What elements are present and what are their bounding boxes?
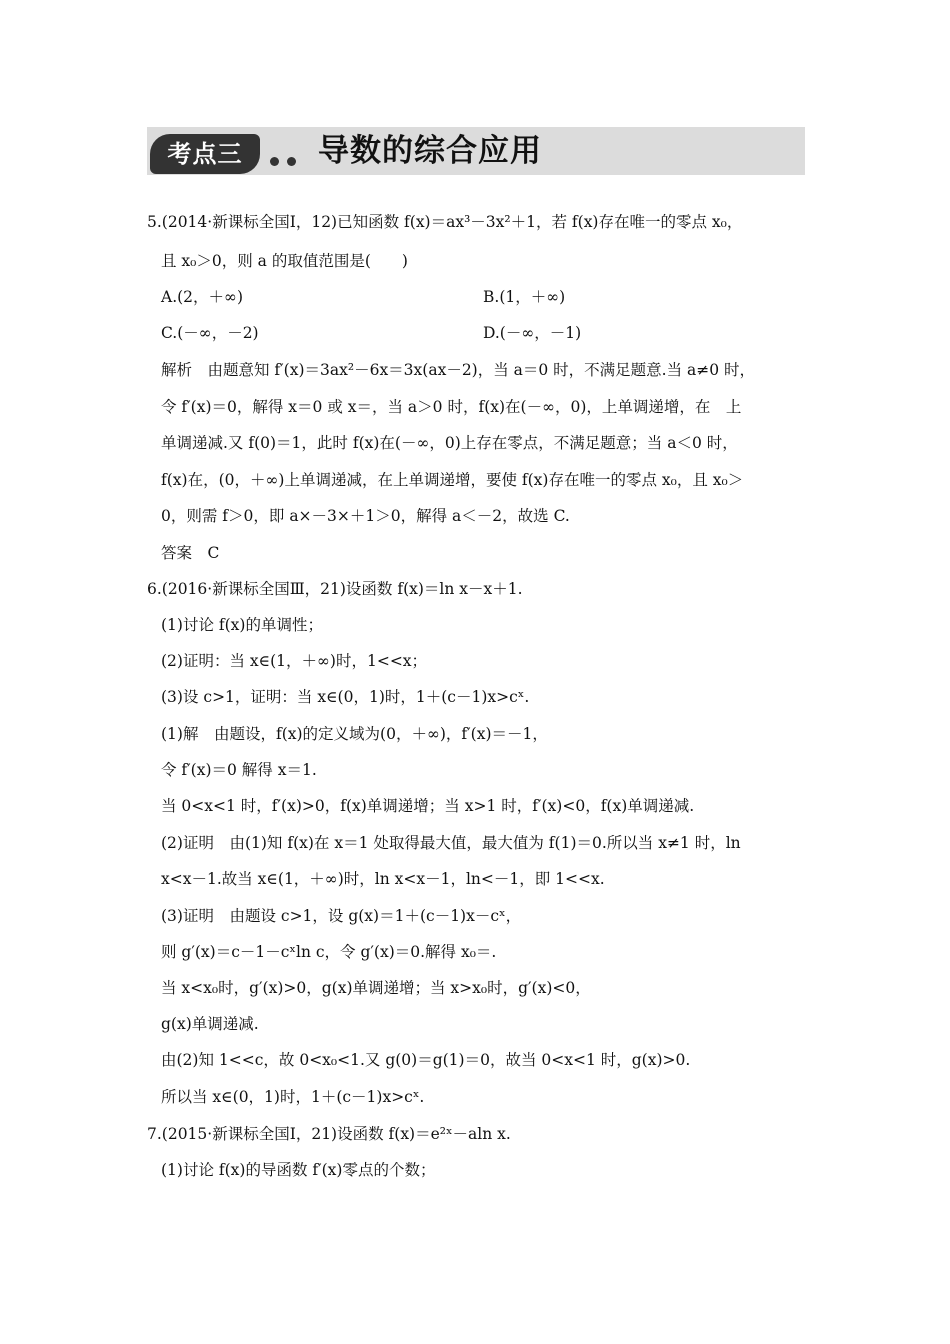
problem-5-stem-cont: 且 x₀＞0，则 a 的取值范围是( ) [161, 252, 408, 270]
solution-line: g(x)单调递减. [161, 1015, 259, 1033]
problem-6-part: (2)证明：当 x∈(1，＋∞)时，1<<x； [161, 652, 428, 670]
solution-line: (3)证明 由题设 c>1，设 g(x)＝1＋(c－1)x－cˣ， [161, 907, 522, 925]
solution-line: 令 f′(x)＝0 解得 x＝1. [161, 761, 317, 779]
problem-6-part: (1)讨论 f(x)的单调性； [161, 616, 323, 634]
section-title: 导数的综合应用 [318, 133, 542, 169]
solution-line: f(x)在，(0，＋∞)上单调递减，在上单调递增，要使 f(x)存在唯一的零点 x₀，且 x₀＞ [161, 471, 744, 489]
solution-line: 当 0<x<1 时，f′(x)>0，f(x)单调递增；当 x>1 时，f′(x)<0，f(x)单调递减. [161, 797, 695, 815]
problem-7-stem: 7.(2015·新课标全国Ⅰ，21)设函数 f(x)＝e²ˣ－aln x. [147, 1125, 511, 1143]
solution-line: (1)解 由题设，f(x)的定义域为(0，＋∞)，f′(x)＝－1， [161, 725, 548, 743]
problem-7-part: (1)讨论 f(x)的导函数 f′(x)零点的个数； [161, 1161, 436, 1179]
solution-line: 0，则需 f＞0，即 a×－3×＋1＞0，解得 a＜－2，故选 C. [161, 507, 570, 525]
solution-line: 令 f′(x)＝0，解得 x＝0 或 x＝，当 a＞0 时，f(x)在(－∞，0)，上单调递增，在 上 [161, 398, 742, 416]
option-b: B.(1，＋∞) [483, 288, 566, 306]
solution-line: 当 x<x₀时，g′(x)>0，g(x)单调递增；当 x>x₀时，g′(x)<0， [161, 979, 591, 997]
solution-line: 解析 由题意知 f′(x)＝3ax²－6x＝3x(ax－2)，当 a＝0 时，不满足题意.当 a≠0 时， [161, 361, 756, 379]
solution-line: x<x－1.故当 x∈(1，＋∞)时，ln x<x－1，ln<－1，即 1<<x. [161, 870, 605, 888]
solution-line: (2)证明 由(1)知 f(x)在 x＝1 处取得最大值，最大值为 f(1)＝0.所以当 x≠1 时，ln [161, 834, 741, 852]
solution-line: 则 g′(x)＝c－1－cˣln c，令 g′(x)＝0.解得 x₀＝. [161, 943, 497, 961]
banner-dot-1 [270, 157, 279, 166]
banner-dot-2 [287, 157, 296, 166]
problem-5-stem: 5.(2014·新课标全国Ⅰ，12)已知函数 f(x)＝ax³－3x²＋1，若 f(x)存在唯一的零点 x₀， [147, 213, 743, 231]
problem-6-part: (3)设 c>1，证明：当 x∈(0，1)时，1＋(c－1)x>cˣ. [161, 688, 530, 706]
option-a: A.(2，＋∞) [161, 288, 243, 306]
option-c: C.(－∞，－2) [161, 324, 259, 342]
solution-line: 所以当 x∈(0，1)时，1＋(c－1)x>cˣ. [161, 1088, 425, 1106]
answer-line: 答案 C [161, 544, 220, 562]
solution-line: 单调递减.又 f(0)＝1，此时 f(x)在(－∞，0)上存在零点，不满足题意；当 a＜0 时， [161, 434, 738, 452]
problem-6-stem: 6.(2016·新课标全国Ⅲ，21)设函数 f(x)＝ln x－x＋1. [147, 580, 523, 598]
solution-line: 由(2)知 1<<c，故 0<x₀<1.又 g(0)＝g(1)＝0，故当 0<x<1 时，g(x)>0. [161, 1051, 691, 1069]
option-d: D.(－∞，－1) [483, 324, 582, 342]
section-badge: 考点三 [150, 134, 260, 174]
